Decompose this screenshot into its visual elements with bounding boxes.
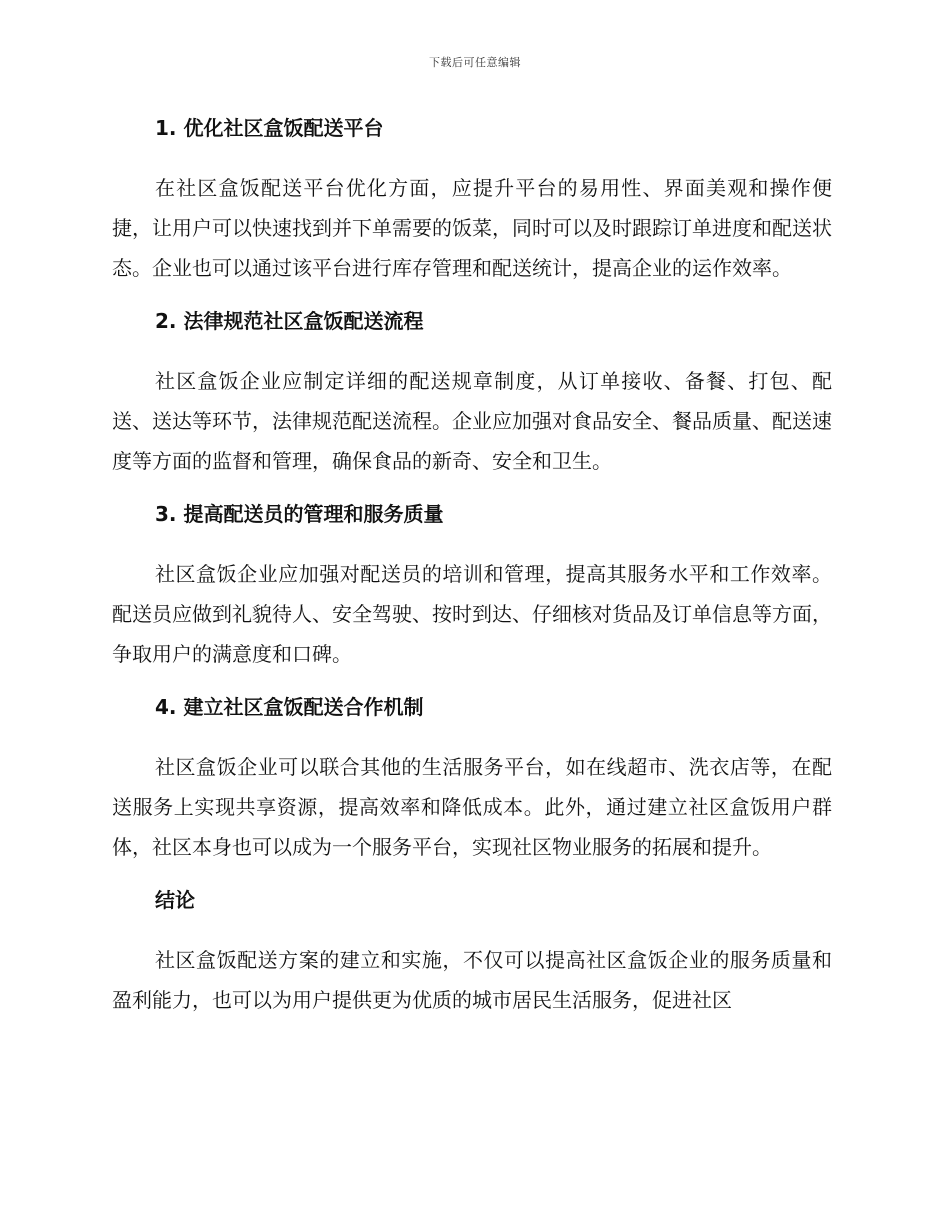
section-heading: 1. 优化社区盒饭配送平台 bbox=[155, 116, 384, 140]
section-paragraph: 社区盒饭企业应加强对配送员的培训和管理，提高其服务水平和工作效率。配送员应做到礼貌待人、安全驾驶、按时到达、仔细核对货品及订单信息等方面，争取用户的满意度和口碑。 bbox=[112, 562, 832, 666]
section-3 bbox=[112, 498, 832, 674]
section-paragraph: 社区盒饭企业应制定详细的配送规章制度，从订单接收、备餐、打包、配送、送达等环节，法律规范配送流程。企业应加强对食品安全、餐品质量、配送速度等方面的监督和管理，确保食品的新奇、安全和卫生。 bbox=[112, 369, 832, 473]
section-4 bbox=[112, 691, 832, 867]
section-paragraph: 在社区盒饭配送平台优化方面，应提升平台的易用性、界面美观和操作便捷，让用户可以快速找到并下单需要的饭菜，同时可以及时跟踪订单进度和配送状态。企业也可以通过该平台进行库存管理和配送统计，提高企业的运作效率。 bbox=[112, 176, 832, 280]
section-heading: 3. 提高配送员的管理和服务质量 bbox=[155, 502, 444, 526]
section-conclusion bbox=[112, 884, 832, 1020]
conclusion-paragraph: 社区盒饭配送方案的建立和实施，不仅可以提高社区盒饭企业的服务质量和盈利能力，也可以为用户提供更为优质的城市居民生活服务，促进社区 bbox=[112, 948, 832, 1012]
document-body bbox=[112, 112, 832, 1037]
page-header-note: 下载后可任意编辑 bbox=[429, 56, 521, 69]
conclusion-heading: 结论 bbox=[155, 888, 195, 912]
section-1 bbox=[112, 112, 832, 288]
section-2 bbox=[112, 305, 832, 481]
section-heading: 4. 建立社区盒饭配送合作机制 bbox=[155, 695, 424, 719]
section-heading: 2. 法律规范社区盒饭配送流程 bbox=[155, 309, 424, 333]
section-paragraph: 社区盒饭企业可以联合其他的生活服务平台，如在线超市、洗衣店等，在配送服务上实现共享资源，提高效率和降低成本。此外，通过建立社区盒饭用户群体，社区本身也可以成为一个服务平台，实现社区物业服务的拓展和提升。 bbox=[112, 755, 832, 859]
